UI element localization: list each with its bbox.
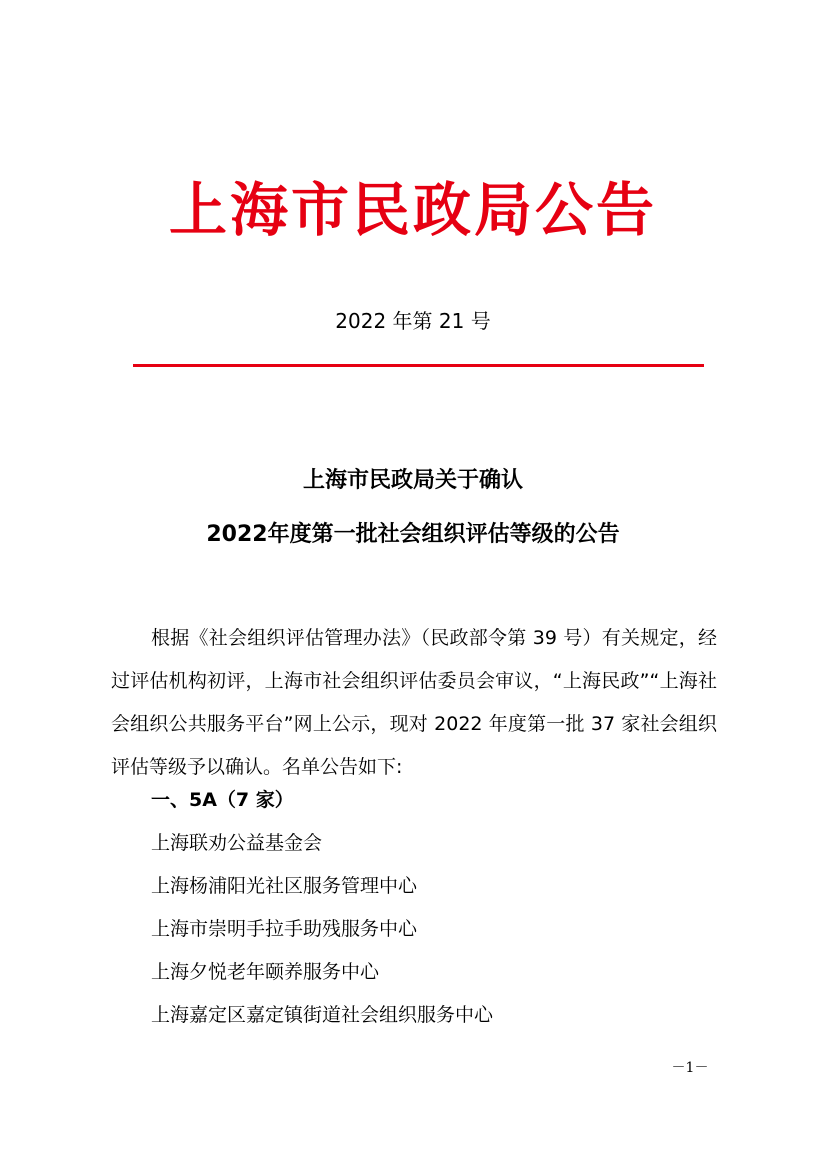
document-masthead: 上海市民政局公告 <box>168 176 657 244</box>
organization-item: 上海联劝公益基金会 <box>151 832 323 854</box>
document-number: 2022 年第 21 号 <box>335 309 491 333</box>
document-title-line-1: 上海市民政局关于确认 <box>302 468 523 493</box>
organization-item: 上海市崇明手拉手助残服务中心 <box>151 918 418 940</box>
organization-item: 上海夕悦老年颐养服务中心 <box>151 961 380 983</box>
page-number: －1－ <box>671 1060 709 1076</box>
section-heading-5a: 一、5A（7 家） <box>151 789 294 811</box>
organization-item: 上海嘉定区嘉定镇街道社会组织服务中心 <box>151 1004 494 1026</box>
body-paragraph: 根据《社会组织评估管理办法》（民政部令第 39 号）有关规定，经过评估机构初评，上海市社会组织评估委员会审议，“上海民政”“上海社会组织公共服务平台”网上公示，现对 2022 年度第一批 37 家社会组织评估等级予以确认。名单公告如下: <box>111 627 717 778</box>
document-title-line-2: 2022年度第一批社会组织评估等级的公告 <box>206 522 620 547</box>
red-divider-line <box>133 364 704 367</box>
organization-list <box>151 828 493 1043</box>
organization-item: 上海杨浦阳光社区服务管理中心 <box>151 875 418 897</box>
